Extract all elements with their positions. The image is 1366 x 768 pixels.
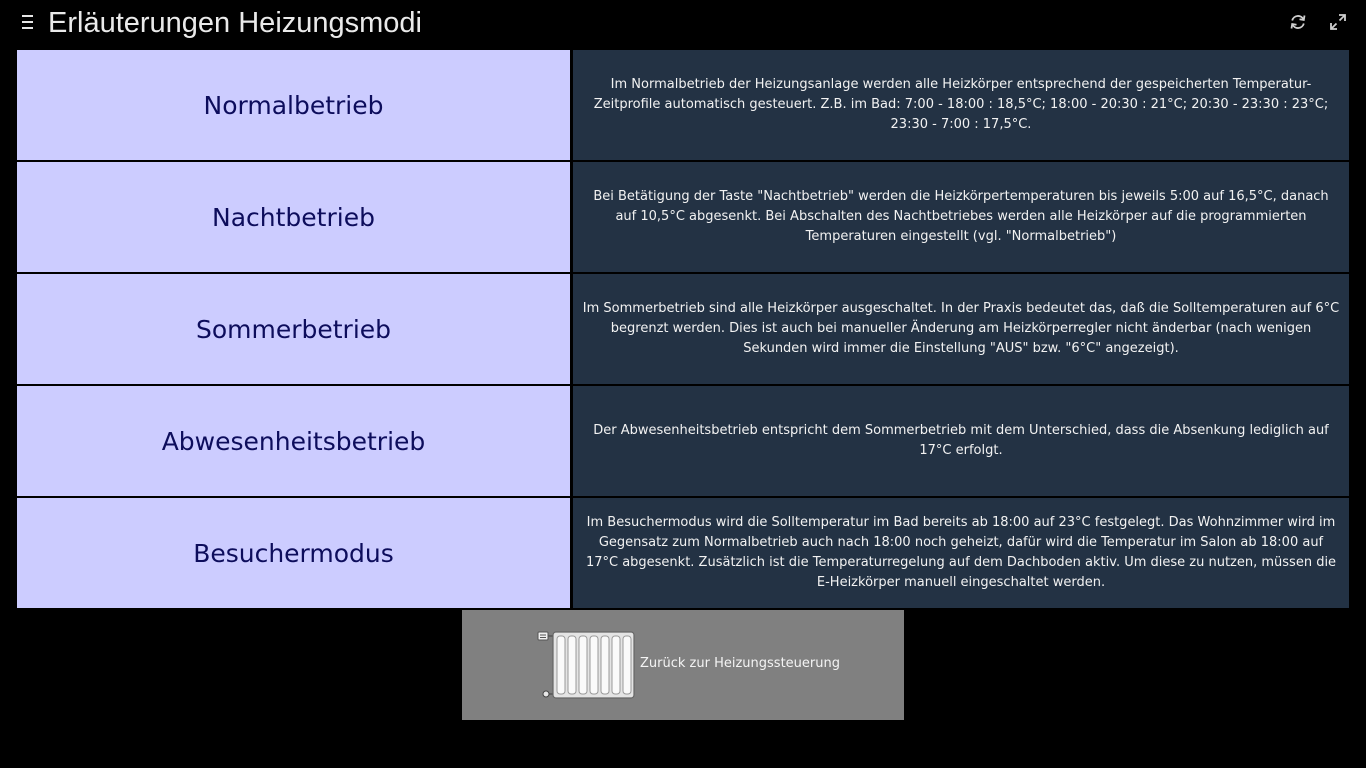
- back-button-label[interactable]: Zurück zur Heizungssteuerung: [640, 656, 840, 671]
- mode-description-cell: [573, 498, 1349, 608]
- mode-description-cell: [573, 386, 1349, 496]
- mode-row-abwesenheitsbetrieb: [17, 386, 1349, 496]
- top-bar: [0, 0, 1366, 46]
- mode-name-cell: [17, 498, 570, 608]
- hamburger-menu-icon[interactable]: [20, 11, 36, 33]
- mode-row-sommerbetrieb: [17, 274, 1349, 384]
- mode-name: Besuchermodus: [193, 538, 394, 568]
- mode-name: Nachtbetrieb: [212, 202, 375, 232]
- mode-description: Der Abwesenheitsbetrieb entspricht dem Sommerbetrieb mit dem Unterschied, dass die Absenkung lediglich auf 17°C erfolgt.: [593, 423, 1329, 458]
- mode-row-normalbetrieb: [17, 50, 1349, 160]
- mode-name-cell: [17, 50, 570, 160]
- mode-name-cell: [17, 162, 570, 272]
- mode-name-cell: [17, 386, 570, 496]
- mode-description-cell: [573, 50, 1349, 160]
- mode-description: Im Normalbetrieb der Heizungsanlage werden alle Heizkörper entsprechend der gespeicherten Temperatur-Zeitprofile automatisch gesteuert. Z.B. im Bad: 7:00 - 18:00 : 18,5°C; 18:00 - 20:30 : 21°C; 20:30 - 23:30 : 23°C; 23:30 - 7:00 : 17,5°C.: [593, 77, 1329, 132]
- mode-name: Abwesenheitsbetrieb: [161, 426, 426, 456]
- fullscreen-icon[interactable]: [1328, 12, 1348, 32]
- mode-name: Sommerbetrieb: [195, 314, 392, 344]
- mode-name: Normalbetrieb: [203, 90, 384, 120]
- mode-name-cell: [17, 274, 570, 384]
- mode-description: Im Besuchermodus wird die Solltemperatur im Bad bereits ab 18:00 auf 23°C festgelegt. Das Wohnzimmer wird im Gegensatz zum Normalbetrieb auch nach 18:00 noch geheizt, dafür wird die Temperatur im Salon ab 18:00 auf 17°C abgesenkt. Zusätzlich ist die Temperaturregelung auf dem Dachboden aktiv. Um diese zu nutzen, müssen die E-Heizkörper manuell eingeschaltet werden.: [585, 515, 1337, 590]
- radiator-icon: [536, 630, 636, 700]
- mode-description: Im Sommerbetrieb sind alle Heizkörper ausgeschaltet. In der Praxis bedeutet das, daß die Solltemperaturen auf 6°C begrenzt werden. Dies ist auch bei manueller Änderung am Heizkörperregler nicht änderbar (nach wenigen Sekunden wird immer die Einstellung "AUS" bzw. "6°C" angezeigt).: [582, 301, 1340, 356]
- page-title: Erläuterungen Heizungsmodi: [48, 7, 422, 39]
- refresh-icon[interactable]: [1288, 12, 1308, 32]
- mode-description-cell: [573, 162, 1349, 272]
- mode-row-nachtbetrieb: [17, 162, 1349, 272]
- mode-description: Bei Betätigung der Taste "Nachtbetrieb" werden die Heizkörpertemperaturen bis jeweils 5:00 auf 16,5°C, danach auf 10,5°C abgesenkt. Bei Abschalten des Nachtbetriebes werden alle Heizkörper auf die programmierten Temperaturen eingestellt (vgl. "Normalbetrieb"): [593, 189, 1329, 244]
- mode-description-cell: [573, 274, 1349, 384]
- mode-row-besuchermodus: [17, 498, 1349, 608]
